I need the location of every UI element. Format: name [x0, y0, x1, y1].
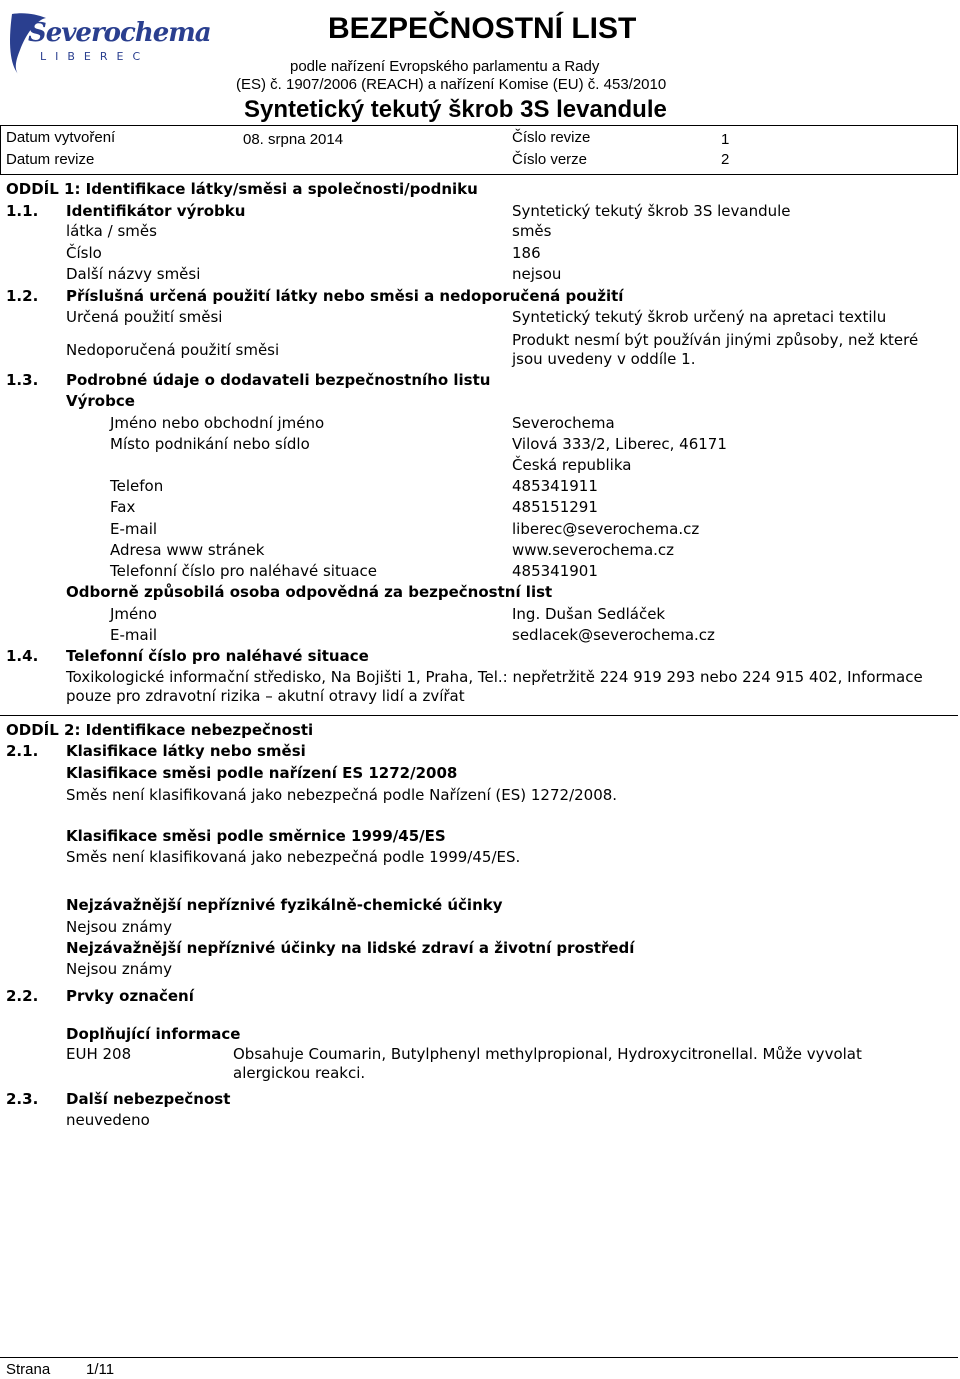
document-title: BEZPEČNOSTNÍ LIST: [328, 12, 637, 45]
s21-title: Klasifikace látky nebo směsi: [66, 742, 306, 760]
s13-resp-name-value: Ing. Dušan Sedláček: [512, 605, 666, 623]
s21-number: 2.1.: [6, 742, 39, 760]
s21-health-text: Nejsou známy: [66, 960, 172, 978]
s12-use-value: Syntetický tekutý škrob určený na apretaci textilu: [512, 308, 887, 326]
s21-phys-text: Nejsou známy: [66, 918, 172, 936]
s13-responsible-heading: Odborně způsobilá osoba odpovědná za bezpečnostní list: [66, 583, 553, 601]
s11-number-value: 186: [512, 244, 541, 262]
s22-supplementary-heading: Doplňující informace: [66, 1025, 241, 1043]
revision-no-value: 1: [721, 131, 730, 148]
s21-health-heading: Nejzávažnější nepříznivé účinky na lidské zdraví a životní prostředí: [66, 939, 635, 957]
s13-phone-label: Telefon: [110, 477, 164, 495]
s14-text-line-1: Toxikologické informační středisko, Na Bojišti 1, Praha, Tel.: nepřetržitě 224 919 293 nebo 224 915 402, Informace: [66, 668, 923, 686]
s21-dpd-text: Směs není klasifikovaná jako nebezpečná podle 1999/45/ES.: [66, 848, 521, 866]
s12-number: 1.2.: [6, 287, 39, 305]
s13-email-link[interactable]: liberec@severochema.cz: [512, 520, 700, 538]
regulation-line-1: podle nařízení Evropského parlamentu a Rady: [290, 58, 600, 75]
version-label: Číslo verze: [512, 151, 588, 168]
created-value: 08. srpna 2014: [243, 131, 344, 148]
s13-fax-label: Fax: [110, 498, 136, 516]
s23-title: Další nebezpečnost: [66, 1090, 231, 1108]
s13-web-label: Adresa www stránek: [110, 541, 265, 559]
s13-address-value: Vilová 333/2, Liberec, 46171: [512, 435, 727, 453]
s23-number: 2.3.: [6, 1090, 39, 1108]
s12-nouse-value: Produkt nesmí být používán jinými způsoby, než které jsou uvedeny v oddíle 1.: [512, 331, 919, 368]
s13-producer-heading: Výrobce: [66, 392, 135, 410]
footer-page-label: Strana: [6, 1361, 51, 1378]
section-2-title: ODDÍL 2: Identifikace nebezpečnosti: [6, 721, 314, 739]
s13-phone-value: 485341911: [512, 477, 598, 495]
company-logo: [6, 4, 211, 76]
s21-phys-heading: Nejzávažnější nepříznivé fyzikálně-chemické účinky: [66, 896, 503, 914]
s14-number: 1.4.: [6, 647, 39, 665]
s11-other-label: Další názvy směsi: [66, 265, 201, 283]
logo-wordmark: Severochema: [28, 18, 211, 48]
product-title: Syntetický tekutý škrob 3S levandule: [244, 96, 667, 123]
s13-resp-name-label: Jméno: [110, 605, 157, 623]
s11-number-label: Číslo: [66, 244, 102, 262]
s22-number: 2.2.: [6, 987, 39, 1005]
logo-city: LIBEREC: [40, 50, 150, 63]
s22-euh-text: Obsahuje Coumarin, Butylphenyl methylpropional, Hydroxycitronellal. Může vyvolat alergickou reakci.: [233, 1045, 862, 1082]
s22-title: Prvky označení: [66, 987, 194, 1005]
s13-name-value: Severochema: [512, 414, 615, 432]
s14-text-line-2: pouze pro zdravotní rizika – akutní otravy lidí a zvířat: [66, 687, 465, 705]
revision-date-label: Datum revize: [6, 151, 95, 168]
s13-emergency-value: 485341901: [512, 562, 598, 580]
s11-number: 1.1.: [6, 202, 39, 220]
s21-dpd-heading: Klasifikace směsi podle směrnice 1999/45/ES: [66, 827, 446, 845]
s23-text: neuvedeno: [66, 1111, 150, 1129]
s12-use-label: Určená použití směsi: [66, 308, 223, 326]
s11-type-value: směs: [512, 222, 552, 240]
s13-web-link[interactable]: www.severochema.cz: [512, 541, 675, 559]
s13-address-label: Místo podnikání nebo sídlo: [110, 435, 310, 453]
footer-rule: [0, 1357, 958, 1358]
section-1-title: ODDÍL 1: Identifikace látky/směsi a společnosti/podniku: [6, 180, 478, 198]
s13-name-label: Jméno nebo obchodní jméno: [110, 414, 325, 432]
s13-resp-email-link[interactable]: sedlacek@severochema.cz: [512, 626, 715, 644]
s13-fax-value: 485151291: [512, 498, 598, 516]
s11-other-value: nejsou: [512, 265, 562, 283]
section-2-rule: [0, 715, 958, 716]
s13-country-value: Česká republika: [512, 456, 632, 474]
s21-clp-heading: Klasifikace směsi podle nařízení ES 1272/2008: [66, 764, 458, 782]
regulation-line-2: (ES) č. 1907/2006 (REACH) a nařízení Komise (EU) č. 453/2010: [236, 76, 667, 93]
created-label: Datum vytvoření: [6, 129, 116, 146]
s12-nouse-label: Nedoporučená použití směsi: [66, 341, 280, 359]
s13-emergency-label: Telefonní číslo pro naléhavé situace: [110, 562, 377, 580]
s11-value: Syntetický tekutý škrob 3S levandule: [512, 202, 791, 220]
s11-title: Identifikátor výrobku: [66, 202, 246, 220]
header-right-border: [957, 125, 958, 175]
header-top-rule: [0, 125, 958, 126]
header-left-border: [0, 125, 1, 175]
header-bottom-rule: [0, 174, 958, 175]
s12-title: Příslušná určená použití látky nebo směsi a nedoporučená použití: [66, 287, 624, 305]
revision-no-label: Číslo revize: [512, 129, 591, 146]
s14-title: Telefonní číslo pro naléhavé situace: [66, 647, 369, 665]
s13-title: Podrobné údaje o dodavateli bezpečnostního listu: [66, 371, 491, 389]
version-value: 2: [721, 151, 730, 168]
s13-resp-email-label: E-mail: [110, 626, 158, 644]
footer-page-value: 1/11: [86, 1361, 115, 1378]
s22-euh-code: EUH 208: [66, 1045, 132, 1063]
s13-email-label: E-mail: [110, 520, 158, 538]
s21-clp-text: Směs není klasifikovaná jako nebezpečná podle Nařízení (ES) 1272/2008.: [66, 786, 618, 804]
s11-type-label: látka / směs: [66, 222, 157, 240]
s13-number: 1.3.: [6, 371, 39, 389]
